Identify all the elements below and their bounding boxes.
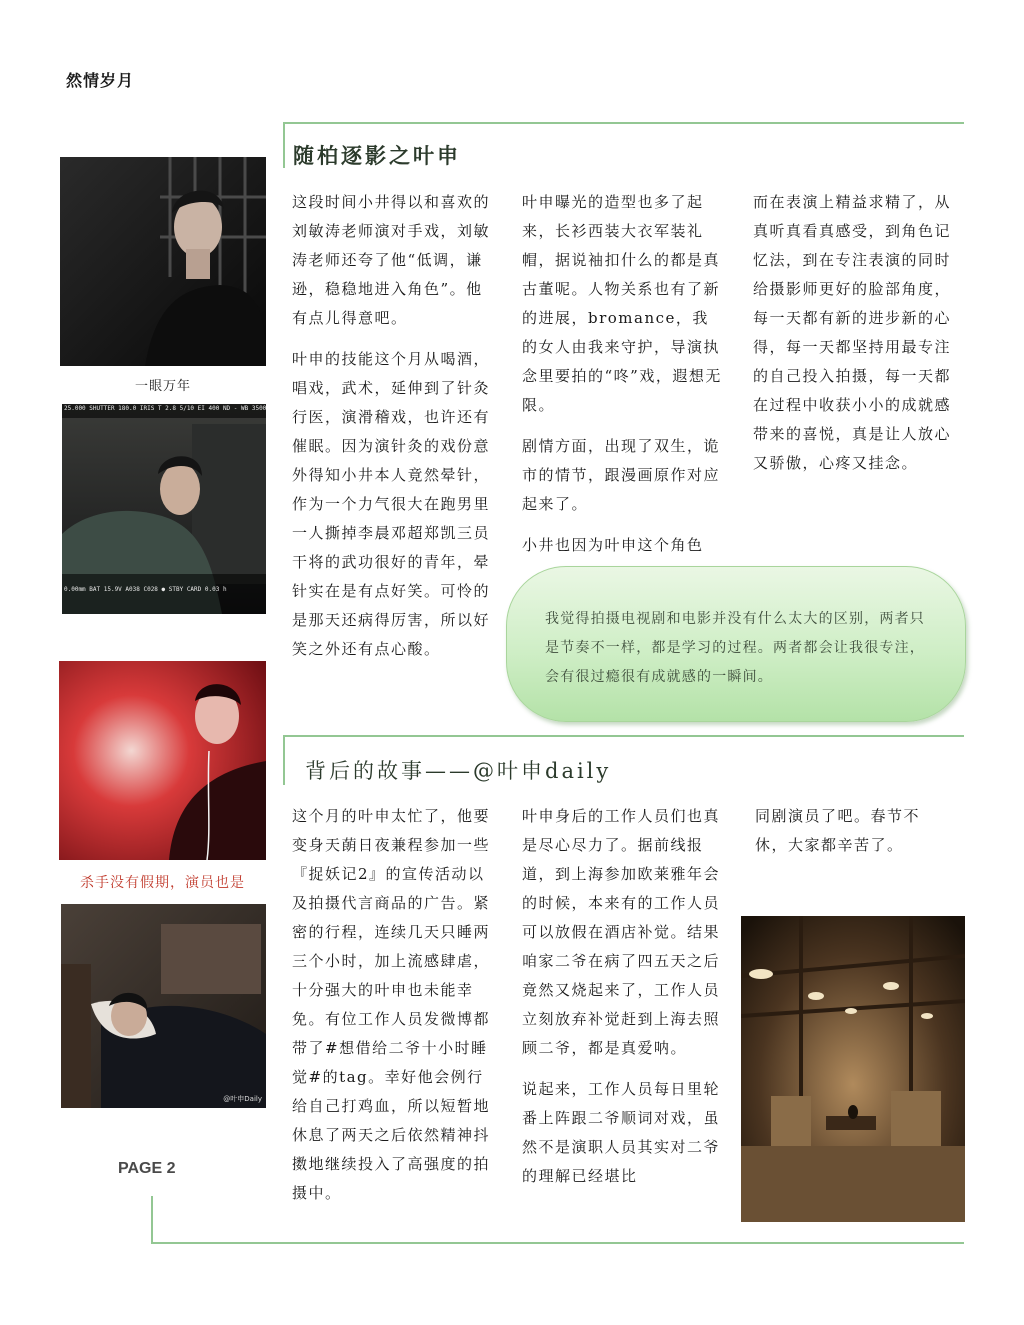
- photo-portrait-dark: [60, 157, 266, 366]
- section2-column-1: [292, 802, 492, 1220]
- bottom-rule: [151, 1242, 964, 1244]
- section1-left-rule: [283, 122, 285, 168]
- photo-warehouse-set: [741, 916, 965, 1222]
- paragraph: 叶申的技能这个月从喝酒，唱戏，武术，延伸到了针灸行医，演滑稽戏，也许还有催眠。因为演针灸的戏份意外得知小井本人竟然晕针，作为一个力气很大在跑男里一人撕掉李晨邓超郑凯三员干将的武功很好的青年，晕针实在是有点好笑。可怜的是那天还病得厉害，所以好笑之外还有点心酸。: [292, 350, 491, 658]
- section2-left-rule: [283, 735, 285, 785]
- bottom-left-rule: [151, 1196, 153, 1244]
- photo1-caption: 一眼万年: [134, 379, 191, 394]
- paragraph: 而在表演上精益求精了，从真听真看真感受，到角色记忆法，到在专注表演的同时给摄影师更好的脸部角度，每一天都有新的进步新的心得，每一天都坚持用最专注的自己投入拍摄，每一天都在过程中收获小小的成就感带来的喜悦，真是让人放心又骄傲，心疼又挂念。: [753, 193, 952, 472]
- camera-overlay-top: 25.000 SHUTTER 180.0 IRIS T 2.8 5/10 EI 400 ND - WB 3500: [64, 405, 266, 412]
- page-number: PAGE 2: [118, 1160, 176, 1177]
- section2-column-3: [755, 802, 945, 872]
- photo-sleeping: [61, 904, 266, 1108]
- paragraph: 叶申曝光的造型也多了起来，长衫西装大衣军装礼帽，据说袖扣什么的都是真古董呢。人物关系也有了新的进展，bromance，我的女人由我来守护，导演执念里要拍的“咚”戏，遐想无限。: [522, 193, 722, 414]
- paragraph: 这段时间小井得以和喜欢的刘敏涛老师演对手戏，刘敏涛老师还夸了他“低调，谦逊，稳稳地进入角色”。他有点儿得意吧。: [292, 193, 491, 327]
- paragraph: 同剧演员了吧。春节不休，大家都辛苦了。: [755, 807, 921, 854]
- section2-column-2: [522, 802, 722, 1203]
- section1-column-1: [292, 188, 492, 676]
- magazine-title: 然情岁月: [66, 71, 135, 90]
- section1-top-rule: [283, 122, 964, 124]
- paragraph: 说起来，工作人员每日里轮番上阵跟二爷顺词对戏，虽然不是演职人员其实对二爷的理解已经堪比: [522, 1080, 721, 1185]
- camera-overlay-bottom: 0.00mm BAT 15.9V A038 C028 ● STBY CARD 0.03 h: [64, 586, 227, 593]
- photo-red-light: [59, 661, 266, 860]
- watermark: @叶申Daily: [223, 1095, 262, 1103]
- photo-on-set-monitor: [62, 404, 266, 614]
- section2-title: 背后的故事——@叶申daily: [305, 759, 612, 783]
- pull-quote: 我觉得拍摄电视剧和电影并没有什么太大的区别，两者只是节奏不一样，都是学习的过程。两者都会让我很专注，会有很过瘾很有成就感的一瞬间。: [506, 566, 966, 722]
- section1-title: 随柏逐影之叶申: [293, 143, 461, 168]
- section1-column-3: [753, 188, 953, 490]
- paragraph: 小井也因为叶申这个角色: [522, 536, 704, 554]
- section2-top-rule: [283, 735, 964, 737]
- photo3-caption: 杀手没有假期，演员也是: [80, 875, 245, 891]
- paragraph: 叶申身后的工作人员们也真是尽心尽力了。据前线报道，到上海参加欧莱雅年会的时候，本来有的工作人员可以放假在酒店补觉。结果咱家二爷在病了四五天之后竟然又烧起来了，工作人员立刻放弃补觉赶到上海去照顾二爷，都是真爱呐。: [522, 807, 721, 1057]
- paragraph: 这个月的叶申太忙了，他要变身天蓢日夜兼程参加一些『捉妖记2』的宣传活动以及拍摄代言商品的广告。紧密的行程，连续几天只睡两三个小时，加上流感肆虐，十分强大的叶申也未能幸免。有位工作人员发微博都带了#想借给二爷十小时睡觉#的tag。幸好他会例行给自己打鸡血，所以短暂地休息了两天之后依然精神抖擞地继续投入了高强度的拍摄中。: [292, 807, 491, 1202]
- section1-column-2: [522, 188, 722, 572]
- paragraph: 剧情方面，出现了双生，诡市的情节，跟漫画原作对应起来了。: [522, 437, 721, 513]
